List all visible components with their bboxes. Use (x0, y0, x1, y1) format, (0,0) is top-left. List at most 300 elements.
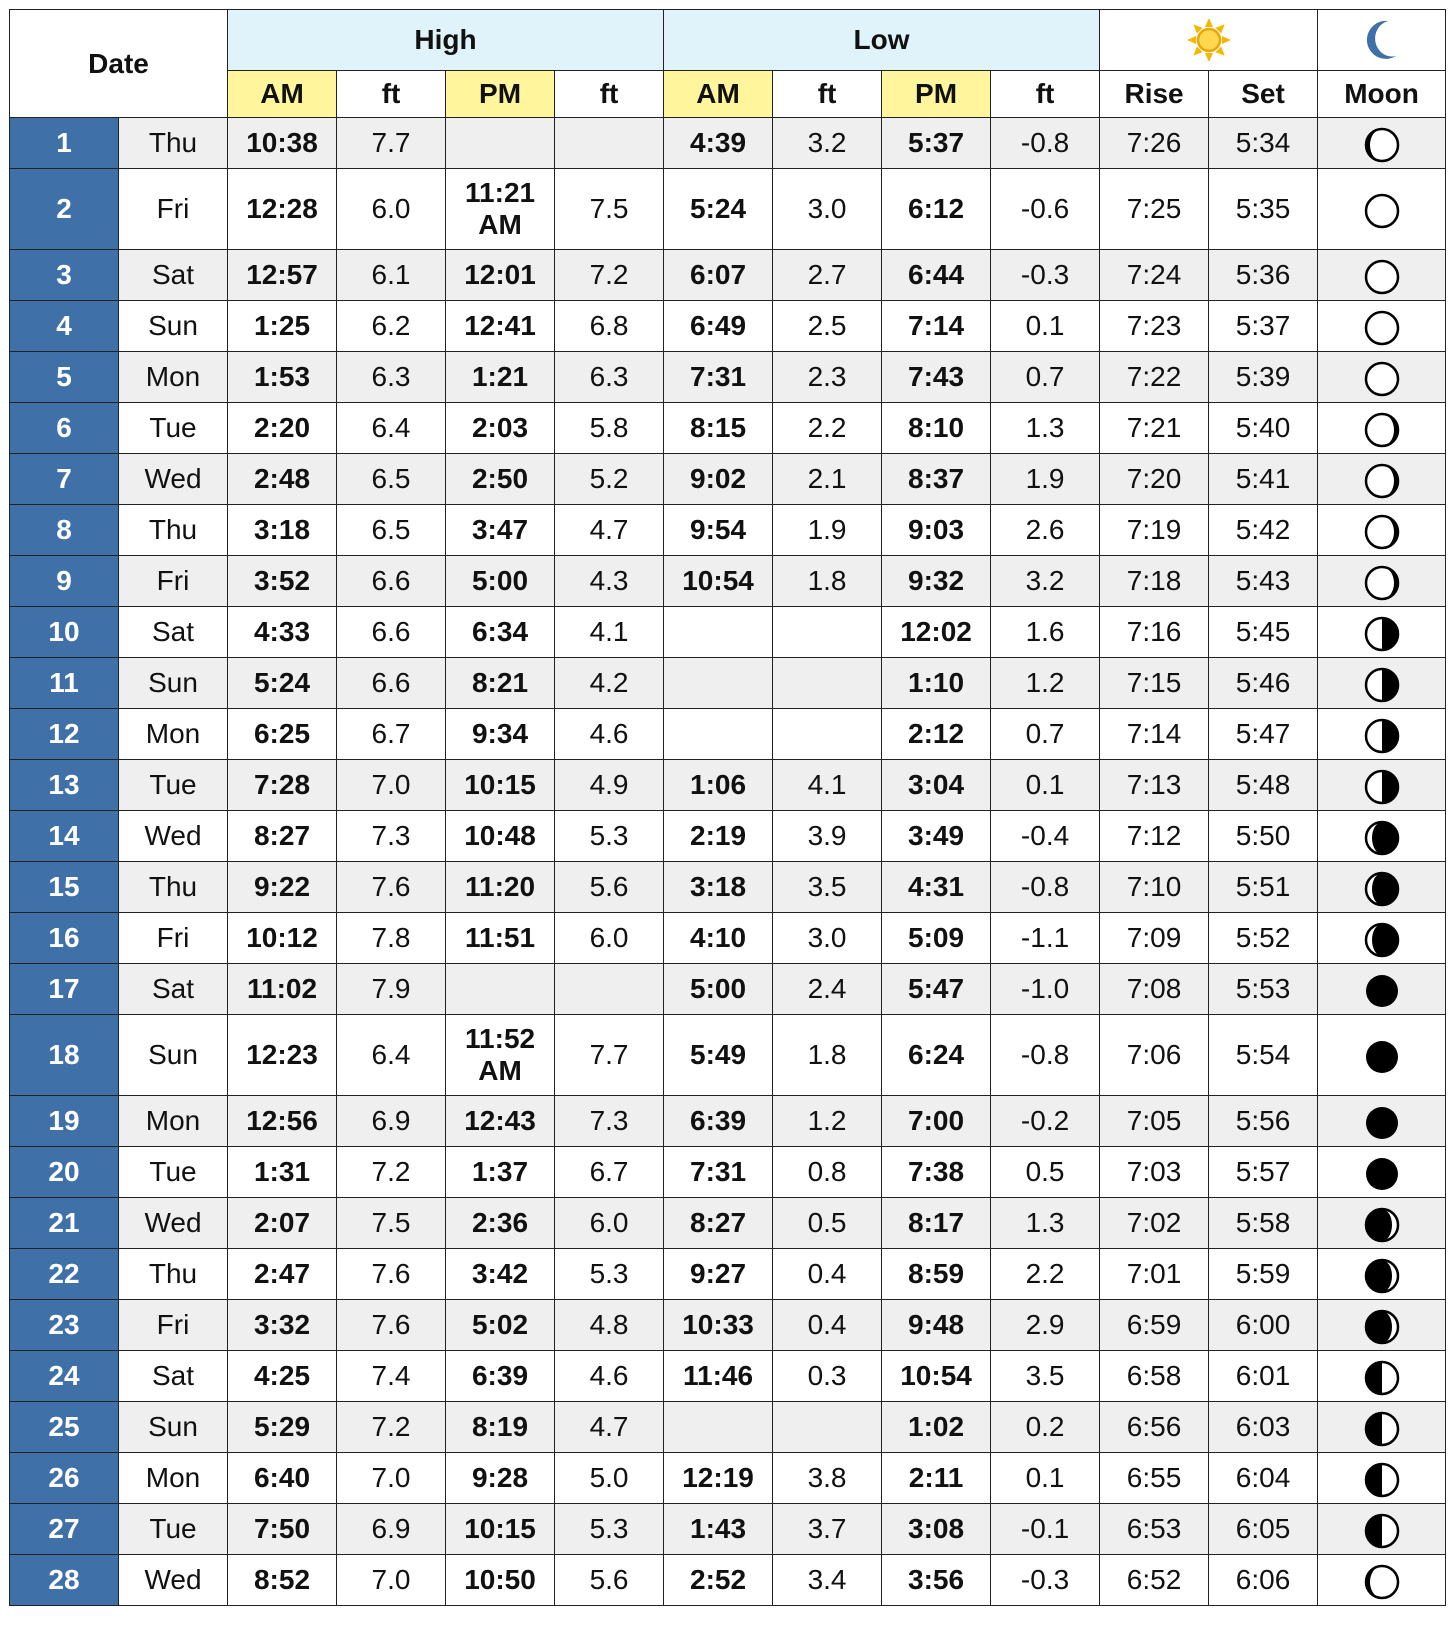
weekday: Sat (119, 250, 228, 301)
waning-crescent-moon-icon (1364, 871, 1400, 907)
full-moon-icon (1364, 259, 1400, 295)
low-pm-time: 8:59 (882, 1249, 991, 1300)
sunset-time: 5:56 (1209, 1096, 1318, 1147)
moon-phase-cell (1318, 1555, 1446, 1606)
table-row (10, 709, 1446, 760)
high-pm-height: 5.0 (555, 1453, 664, 1504)
day-number: 20 (10, 1147, 119, 1198)
sunrise-time: 7:01 (1100, 1249, 1209, 1300)
low-pm-time: 9:03 (882, 505, 991, 556)
waning-gibbous-moon-icon (1364, 412, 1400, 448)
high-pm-height (555, 964, 664, 1015)
day-number: 11 (10, 658, 119, 709)
low-am-height: 1.9 (773, 505, 882, 556)
day-number: 3 (10, 250, 119, 301)
sunrise-time: 7:08 (1100, 964, 1209, 1015)
table-row (10, 1198, 1446, 1249)
high-am-height: 6.1 (337, 250, 446, 301)
weekday: Sun (119, 1402, 228, 1453)
table-row (10, 1249, 1446, 1300)
table-row (10, 250, 1446, 301)
high-pm-time (446, 118, 555, 169)
low-pm-time: 3:04 (882, 760, 991, 811)
sunset-time: 6:05 (1209, 1504, 1318, 1555)
high-am-height: 7.6 (337, 862, 446, 913)
low-am-height: 0.8 (773, 1147, 882, 1198)
day-number: 8 (10, 505, 119, 556)
date-header: Date (10, 10, 228, 118)
high-am-time: 10:38 (228, 118, 337, 169)
weekday: Sun (119, 301, 228, 352)
low-pm-height: 0.5 (991, 1147, 1100, 1198)
low-pm-ft-header: ft (991, 71, 1100, 118)
full-moon-icon (1364, 310, 1400, 346)
sunrise-time: 6:52 (1100, 1555, 1209, 1606)
moon-phase-cell (1318, 1249, 1446, 1300)
high-pm-time: 1:37 (446, 1147, 555, 1198)
low-pm-height: -0.3 (991, 1555, 1100, 1606)
sunset-time: 5:34 (1209, 118, 1318, 169)
low-am-height: 3.7 (773, 1504, 882, 1555)
sunrise-time: 7:20 (1100, 454, 1209, 505)
sunset-time: 5:58 (1209, 1198, 1318, 1249)
sunset-time: 5:40 (1209, 403, 1318, 454)
high-am-height: 6.6 (337, 658, 446, 709)
high-pm-height: 6.7 (555, 1147, 664, 1198)
high-am-height: 7.2 (337, 1402, 446, 1453)
low-pm-height: 1.3 (991, 403, 1100, 454)
weekday: Thu (119, 505, 228, 556)
high-am-time: 2:20 (228, 403, 337, 454)
high-am-height: 7.2 (337, 1147, 446, 1198)
low-am-time: 1:43 (664, 1504, 773, 1555)
low-pm-height: 0.1 (991, 1453, 1100, 1504)
weekday: Sun (119, 658, 228, 709)
high-am-time: 3:18 (228, 505, 337, 556)
day-number: 27 (10, 1504, 119, 1555)
high-am-time: 3:32 (228, 1300, 337, 1351)
high-am-time: 12:57 (228, 250, 337, 301)
low-pm-height: -0.8 (991, 862, 1100, 913)
high-pm-height: 5.6 (555, 1555, 664, 1606)
table-row (10, 913, 1446, 964)
weekday: Wed (119, 1198, 228, 1249)
low-pm-time: 1:10 (882, 658, 991, 709)
low-am-time: 4:39 (664, 118, 773, 169)
moon-phase-cell (1318, 454, 1446, 505)
high-pm-time: 3:47 (446, 505, 555, 556)
sunset-time: 5:45 (1209, 607, 1318, 658)
waxing-crescent-moon-icon (1364, 1207, 1400, 1243)
high-am-time: 7:50 (228, 1504, 337, 1555)
moon-phase-cell (1318, 607, 1446, 658)
moon-phase-cell (1318, 1504, 1446, 1555)
low-am-time (664, 607, 773, 658)
high-pm-height: 5.8 (555, 403, 664, 454)
high-am-time: 12:56 (228, 1096, 337, 1147)
low-am-height: 0.4 (773, 1300, 882, 1351)
low-am-time: 5:00 (664, 964, 773, 1015)
low-pm-time: 6:24 (882, 1015, 991, 1096)
sunset-time: 5:47 (1209, 709, 1318, 760)
low-am-time (664, 709, 773, 760)
high-pm-time (446, 169, 555, 250)
high-pm-time-text: 11:52 AM (465, 1023, 536, 1086)
low-am-height: 0.5 (773, 1198, 882, 1249)
day-number: 18 (10, 1015, 119, 1096)
high-am-height: 6.5 (337, 505, 446, 556)
weekday: Sat (119, 607, 228, 658)
sunset-time: 5:53 (1209, 964, 1318, 1015)
low-am-time: 12:19 (664, 1453, 773, 1504)
weekday: Fri (119, 1300, 228, 1351)
waning-crescent-moon-icon (1364, 820, 1400, 856)
high-pm-time: 10:15 (446, 760, 555, 811)
day-number: 25 (10, 1402, 119, 1453)
day-number: 1 (10, 118, 119, 169)
sunrise-time: 7:18 (1100, 556, 1209, 607)
high-pm-time: 10:15 (446, 1504, 555, 1555)
sunrise-time: 7:23 (1100, 301, 1209, 352)
high-pm-time (446, 1015, 555, 1096)
low-am-height: 2.5 (773, 301, 882, 352)
moon-phase-cell (1318, 1351, 1446, 1402)
low-pm-time: 5:37 (882, 118, 991, 169)
low-pm-height: 0.1 (991, 301, 1100, 352)
moon-phase-cell (1318, 403, 1446, 454)
last-quarter-moon-icon (1364, 616, 1400, 652)
high-pm-height: 4.8 (555, 1300, 664, 1351)
last-quarter-moon-icon (1364, 718, 1400, 754)
high-pm-height: 4.9 (555, 760, 664, 811)
low-am-height: 2.3 (773, 352, 882, 403)
low-am-height: 2.4 (773, 964, 882, 1015)
moon-phase-cell (1318, 862, 1446, 913)
low-am-header: AM (664, 71, 773, 118)
sunset-time: 5:43 (1209, 556, 1318, 607)
sunset-time: 5:39 (1209, 352, 1318, 403)
weekday: Sat (119, 964, 228, 1015)
day-number: 5 (10, 352, 119, 403)
low-am-height: 1.8 (773, 1015, 882, 1096)
high-am-time: 5:24 (228, 658, 337, 709)
low-am-time: 6:49 (664, 301, 773, 352)
low-am-time: 6:39 (664, 1096, 773, 1147)
low-am-time: 9:27 (664, 1249, 773, 1300)
low-pm-time: 3:49 (882, 811, 991, 862)
high-am-height: 6.4 (337, 403, 446, 454)
sunset-time: 6:01 (1209, 1351, 1318, 1402)
high-am-height: 7.5 (337, 1198, 446, 1249)
sunset-time: 6:03 (1209, 1402, 1318, 1453)
low-pm-height: -0.6 (991, 169, 1100, 250)
sunrise-time: 7:21 (1100, 403, 1209, 454)
sunrise-time: 6:59 (1100, 1300, 1209, 1351)
high-am-height: 6.9 (337, 1504, 446, 1555)
high-pm-height (555, 118, 664, 169)
moon-phase-cell (1318, 913, 1446, 964)
high-pm-time: 8:21 (446, 658, 555, 709)
new-moon-icon (1364, 1156, 1400, 1192)
low-pm-time: 7:00 (882, 1096, 991, 1147)
high-am-height: 6.3 (337, 352, 446, 403)
high-am-height: 7.0 (337, 1453, 446, 1504)
low-pm-time: 1:02 (882, 1402, 991, 1453)
day-number: 26 (10, 1453, 119, 1504)
low-pm-time: 3:08 (882, 1504, 991, 1555)
sunset-time: 5:59 (1209, 1249, 1318, 1300)
day-number: 4 (10, 301, 119, 352)
high-pm-time: 10:48 (446, 811, 555, 862)
high-pm-height: 7.5 (555, 169, 664, 250)
moon-phase-cell (1318, 301, 1446, 352)
new-moon-icon (1364, 1105, 1400, 1141)
weekday: Mon (119, 1096, 228, 1147)
weekday: Tue (119, 760, 228, 811)
moon-phase-cell (1318, 1402, 1446, 1453)
high-pm-time: 12:43 (446, 1096, 555, 1147)
high-pm-height: 5.3 (555, 811, 664, 862)
sunset-time: 6:04 (1209, 1453, 1318, 1504)
weekday: Thu (119, 118, 228, 169)
table-row (10, 118, 1446, 169)
high-am-time: 2:47 (228, 1249, 337, 1300)
low-am-time: 5:24 (664, 169, 773, 250)
full-moon-icon (1364, 361, 1400, 397)
weekday: Wed (119, 454, 228, 505)
low-am-height: 3.5 (773, 862, 882, 913)
low-am-time (664, 658, 773, 709)
last-quarter-moon-icon (1364, 769, 1400, 805)
new-moon-icon (1364, 1039, 1400, 1075)
low-am-time (664, 1402, 773, 1453)
weekday: Tue (119, 1147, 228, 1198)
weekday: Mon (119, 709, 228, 760)
low-am-time: 7:31 (664, 1147, 773, 1198)
sunset-time: 5:35 (1209, 169, 1318, 250)
high-pm-height: 4.1 (555, 607, 664, 658)
high-am-time: 2:07 (228, 1198, 337, 1249)
full-moon-icon (1364, 193, 1400, 229)
high-pm-time: 3:42 (446, 1249, 555, 1300)
weekday: Thu (119, 1249, 228, 1300)
high-am-time: 4:33 (228, 607, 337, 658)
low-pm-time: 10:54 (882, 1351, 991, 1402)
high-pm-height: 4.3 (555, 556, 664, 607)
low-pm-time: 7:14 (882, 301, 991, 352)
low-am-time: 10:54 (664, 556, 773, 607)
low-tide-header: Low (664, 10, 1100, 71)
low-am-height: 3.9 (773, 811, 882, 862)
high-pm-height: 5.3 (555, 1504, 664, 1555)
moon-phase-cell (1318, 169, 1446, 250)
moon-header-icon-cell (1318, 10, 1446, 71)
crescent-moon-icon (1362, 18, 1402, 62)
sunrise-time: 7:10 (1100, 862, 1209, 913)
high-pm-time-text: 11:21 AM (465, 177, 536, 240)
high-am-time: 8:52 (228, 1555, 337, 1606)
low-pm-time: 9:48 (882, 1300, 991, 1351)
moon-phase-cell (1318, 1147, 1446, 1198)
low-pm-time: 12:02 (882, 607, 991, 658)
sunrise-time: 7:26 (1100, 118, 1209, 169)
moon-phase-cell (1318, 1096, 1446, 1147)
low-am-time: 11:46 (664, 1351, 773, 1402)
high-pm-time (446, 964, 555, 1015)
sunrise-time: 7:24 (1100, 250, 1209, 301)
day-number: 14 (10, 811, 119, 862)
high-tide-header: High (228, 10, 664, 71)
sun-header (1100, 10, 1318, 71)
moon-phase-cell (1318, 811, 1446, 862)
moon-phase-cell (1318, 250, 1446, 301)
low-pm-height: 2.2 (991, 1249, 1100, 1300)
sunset-time: 5:54 (1209, 1015, 1318, 1096)
table-row (10, 760, 1446, 811)
waxing-gibbous-moon-icon (1364, 1564, 1400, 1600)
waning-gibbous-moon-icon (1364, 565, 1400, 601)
high-am-time: 2:48 (228, 454, 337, 505)
waning-gibbous-moon-icon (1364, 514, 1400, 550)
moon-phase-cell (1318, 658, 1446, 709)
high-am-height: 7.4 (337, 1351, 446, 1402)
high-am-height: 7.8 (337, 913, 446, 964)
sunset-time: 5:51 (1209, 862, 1318, 913)
weekday: Sat (119, 1351, 228, 1402)
low-pm-time: 8:17 (882, 1198, 991, 1249)
low-pm-height: -1.0 (991, 964, 1100, 1015)
high-pm-height: 6.0 (555, 1198, 664, 1249)
high-am-time: 11:02 (228, 964, 337, 1015)
table-row (10, 1300, 1446, 1351)
high-pm-time: 2:36 (446, 1198, 555, 1249)
day-number: 22 (10, 1249, 119, 1300)
high-pm-time: 2:50 (446, 454, 555, 505)
high-am-time: 7:28 (228, 760, 337, 811)
weekday: Mon (119, 1453, 228, 1504)
low-pm-time: 5:47 (882, 964, 991, 1015)
day-number: 7 (10, 454, 119, 505)
low-am-height: 2.1 (773, 454, 882, 505)
moon-phase-cell (1318, 709, 1446, 760)
waning-crescent-moon-icon (1364, 922, 1400, 958)
low-am-time: 2:52 (664, 1555, 773, 1606)
table-row (10, 1402, 1446, 1453)
low-pm-height: 0.7 (991, 709, 1100, 760)
high-pm-height: 6.0 (555, 913, 664, 964)
high-pm-height: 7.2 (555, 250, 664, 301)
low-am-height (773, 658, 882, 709)
first-quarter-moon-icon (1364, 1411, 1400, 1447)
table-row (10, 1351, 1446, 1402)
high-am-height: 6.6 (337, 556, 446, 607)
sunset-time: 5:52 (1209, 913, 1318, 964)
low-am-time: 9:02 (664, 454, 773, 505)
low-pm-height: 1.6 (991, 607, 1100, 658)
sunrise-time: 7:05 (1100, 1096, 1209, 1147)
low-am-height (773, 1402, 882, 1453)
low-am-time: 8:27 (664, 1198, 773, 1249)
low-pm-time: 7:38 (882, 1147, 991, 1198)
high-am-height: 7.9 (337, 964, 446, 1015)
sunrise-header: Rise (1100, 71, 1209, 118)
high-pm-header: PM (446, 71, 555, 118)
day-number: 17 (10, 964, 119, 1015)
high-am-time: 6:25 (228, 709, 337, 760)
low-pm-height: 2.6 (991, 505, 1100, 556)
table-row (10, 301, 1446, 352)
moon-phase-cell (1318, 505, 1446, 556)
high-pm-height: 7.7 (555, 1015, 664, 1096)
day-number: 15 (10, 862, 119, 913)
day-number: 24 (10, 1351, 119, 1402)
high-am-height: 7.3 (337, 811, 446, 862)
high-pm-height: 4.7 (555, 505, 664, 556)
low-am-time: 4:10 (664, 913, 773, 964)
high-am-time: 1:53 (228, 352, 337, 403)
table-row (10, 862, 1446, 913)
table-row (10, 454, 1446, 505)
low-pm-time: 5:09 (882, 913, 991, 964)
sunrise-time: 7:03 (1100, 1147, 1209, 1198)
low-pm-time: 9:32 (882, 556, 991, 607)
low-pm-time: 6:12 (882, 169, 991, 250)
high-pm-height: 4.7 (555, 1402, 664, 1453)
high-pm-height: 6.3 (555, 352, 664, 403)
high-am-time: 5:29 (228, 1402, 337, 1453)
high-pm-height: 4.6 (555, 709, 664, 760)
high-am-time: 3:52 (228, 556, 337, 607)
low-am-height: 3.8 (773, 1453, 882, 1504)
high-am-height: 6.4 (337, 1015, 446, 1096)
high-pm-height: 5.6 (555, 862, 664, 913)
table-row (10, 169, 1446, 250)
moon-phase-cell (1318, 760, 1446, 811)
day-number: 19 (10, 1096, 119, 1147)
high-pm-time: 12:41 (446, 301, 555, 352)
sunrise-time: 6:56 (1100, 1402, 1209, 1453)
high-am-height: 6.2 (337, 301, 446, 352)
moon-phase-cell (1318, 1198, 1446, 1249)
high-am-height: 7.6 (337, 1249, 446, 1300)
high-am-time: 12:28 (228, 169, 337, 250)
day-number: 13 (10, 760, 119, 811)
high-am-time: 12:23 (228, 1015, 337, 1096)
first-quarter-moon-icon (1364, 1360, 1400, 1396)
high-pm-time: 2:03 (446, 403, 555, 454)
moon-phase-cell (1318, 1300, 1446, 1351)
low-pm-height: -0.2 (991, 1096, 1100, 1147)
sunrise-time: 7:02 (1100, 1198, 1209, 1249)
moon-header: Moon (1318, 71, 1446, 118)
low-am-ft-header: ft (773, 71, 882, 118)
low-am-height: 3.4 (773, 1555, 882, 1606)
high-pm-height: 4.2 (555, 658, 664, 709)
new-moon-icon (1364, 973, 1400, 1009)
sunset-time: 6:06 (1209, 1555, 1318, 1606)
low-pm-height: -0.3 (991, 250, 1100, 301)
sunrise-time: 7:13 (1100, 760, 1209, 811)
high-am-height: 6.0 (337, 169, 446, 250)
low-am-time: 2:19 (664, 811, 773, 862)
sunset-time: 5:37 (1209, 301, 1318, 352)
high-am-height: 7.0 (337, 760, 446, 811)
weekday: Thu (119, 862, 228, 913)
low-pm-height: -0.1 (991, 1504, 1100, 1555)
sunrise-time: 7:12 (1100, 811, 1209, 862)
high-am-height: 7.0 (337, 1555, 446, 1606)
sunset-time: 5:57 (1209, 1147, 1318, 1198)
